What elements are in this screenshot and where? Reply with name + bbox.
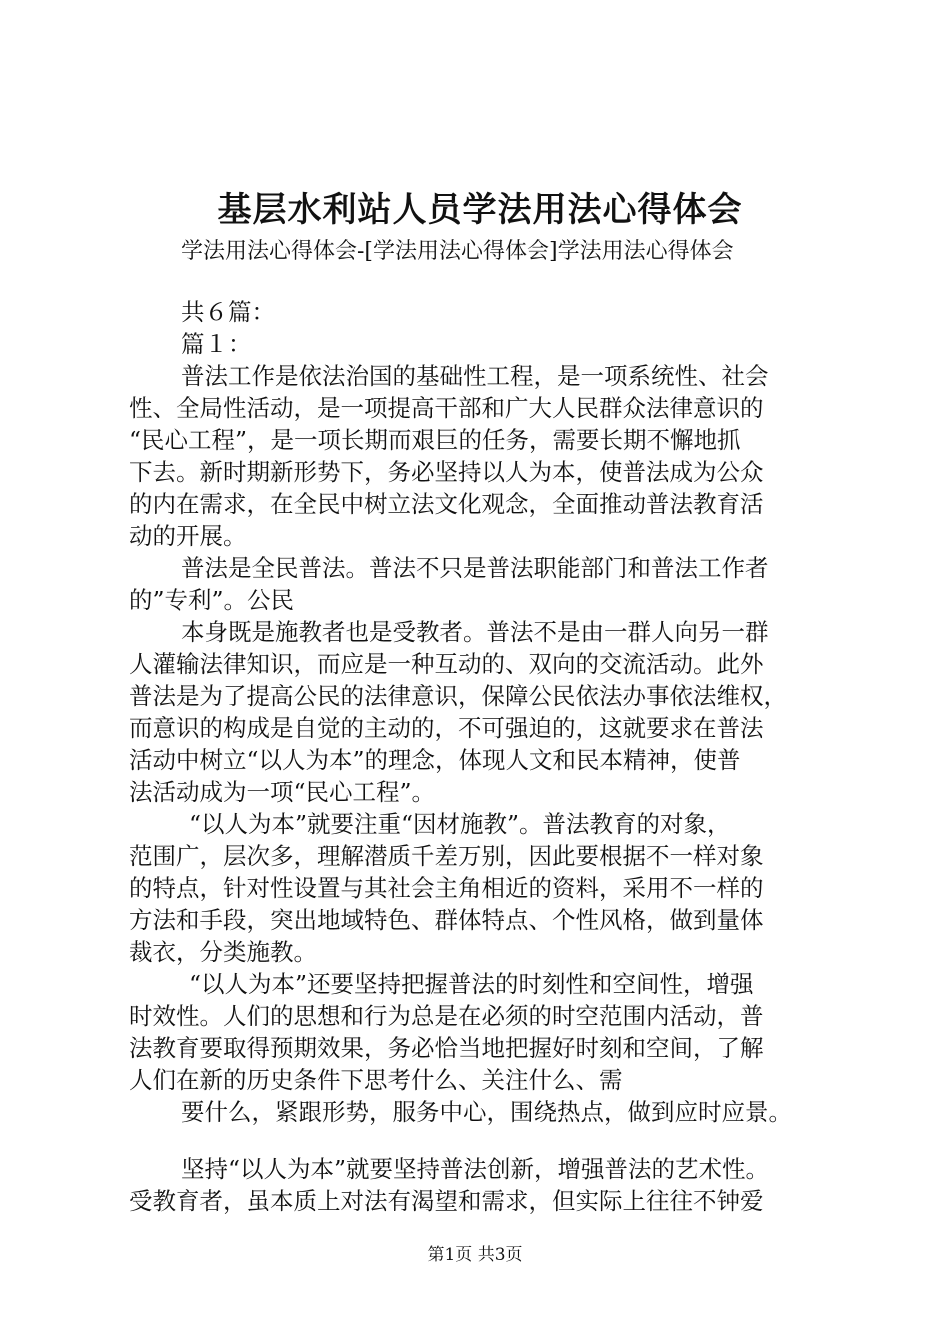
paragraph-line: 的特点，针对性设置与其社会主角相近的资料，采用不一样的 [129,874,764,902]
paragraph-line: 下去。新时期新形势下，务必坚持以人为本，使普法成为公众 [129,458,764,486]
paragraph-line: 本身既是施教者也是受教者。普法不是由一群人向另一群 [181,618,769,646]
paragraph-line: 坚持“以人为本”就要坚持普法创新，增强普法的艺术性。 [181,1155,770,1183]
paragraph-line: 的”专利”。公民 [129,586,295,614]
paragraph-line: 方法和手段，突出地域特色、群体特点、个性风格，做到量体 [129,906,764,934]
paragraph-line: 的内在需求，在全民中树立法文化观念，全面推动普法教育活 [129,490,764,518]
document-subtitle: 学法用法心得体会-[学法用法心得体会]学法用法心得体会 [181,239,734,264]
paragraph-line: 普法是全民普法。普法不只是普法职能部门和普法工作者 [181,554,769,582]
paragraph-line: “民心工程”，是一项长期而艰巨的任务，需要长期不懈地抓 [129,426,741,454]
paragraph-line: 人灌输法律知识，而应是一种互动的、双向的交流活动。此外 [129,650,764,678]
paragraph-line: 人们在新的历史条件下思考什么、关注什么、需 [129,1066,623,1094]
paragraph-line: 受教育者，虽本质上对法有渴望和需求，但实际上往往不钟爱 [129,1187,764,1215]
paragraph-line: 性、全局性活动，是一项提高干部和广大人民群众法律意识的 [129,394,764,422]
paragraph-line: 裁衣，分类施教。 [129,938,317,966]
paragraph-line: 活动中树立“以人为本”的理念，体现人文和民本精神，使普 [129,746,741,774]
paragraph-line: 动的开展。 [129,522,247,550]
page-number-footer: 第1页 共3页 [427,1245,523,1265]
paragraph-line: 范围广，层次多，理解潜质千差万别，因此要根据不一样对象 [129,842,764,870]
paragraph-line: “以人为本”就要注重“因材施教”。普法教育的对象， [189,810,731,838]
document-title: 基层水利站人员学法用法心得体会 [217,190,743,230]
paragraph-line: 法活动成为一项“民心工程”。 [129,778,436,806]
paragraph-line: 要什么，紧跟形势，服务中心，围绕热点，做到应时应景。 [181,1098,792,1126]
paragraph-line: 普法工作是依法治国的基础性工程，是一项系统性、社会 [181,362,769,390]
paragraph-line: 法教育要取得预期效果，务必恰当地把握好时刻和空间，了解 [129,1034,764,1062]
document-body [129,296,839,1217]
paragraph-gap [129,1128,839,1153]
paragraph-line: 时效性。人们的思想和行为总是在必须的时空范围内活动，普 [129,1002,764,1030]
paragraph-line: “以人为本”还要坚持把握普法的时刻性和空间性，增强 [189,970,754,998]
paragraph-line: 而意识的构成是自觉的主动的，不可强迫的，这就要求在普法 [129,714,764,742]
article-label: 篇１： [181,330,252,358]
article-count: 共６篇： [181,298,275,326]
paragraph-line: 普法是为了提高公民的法律意识，保障公民依法办事依法维权， [129,682,787,710]
